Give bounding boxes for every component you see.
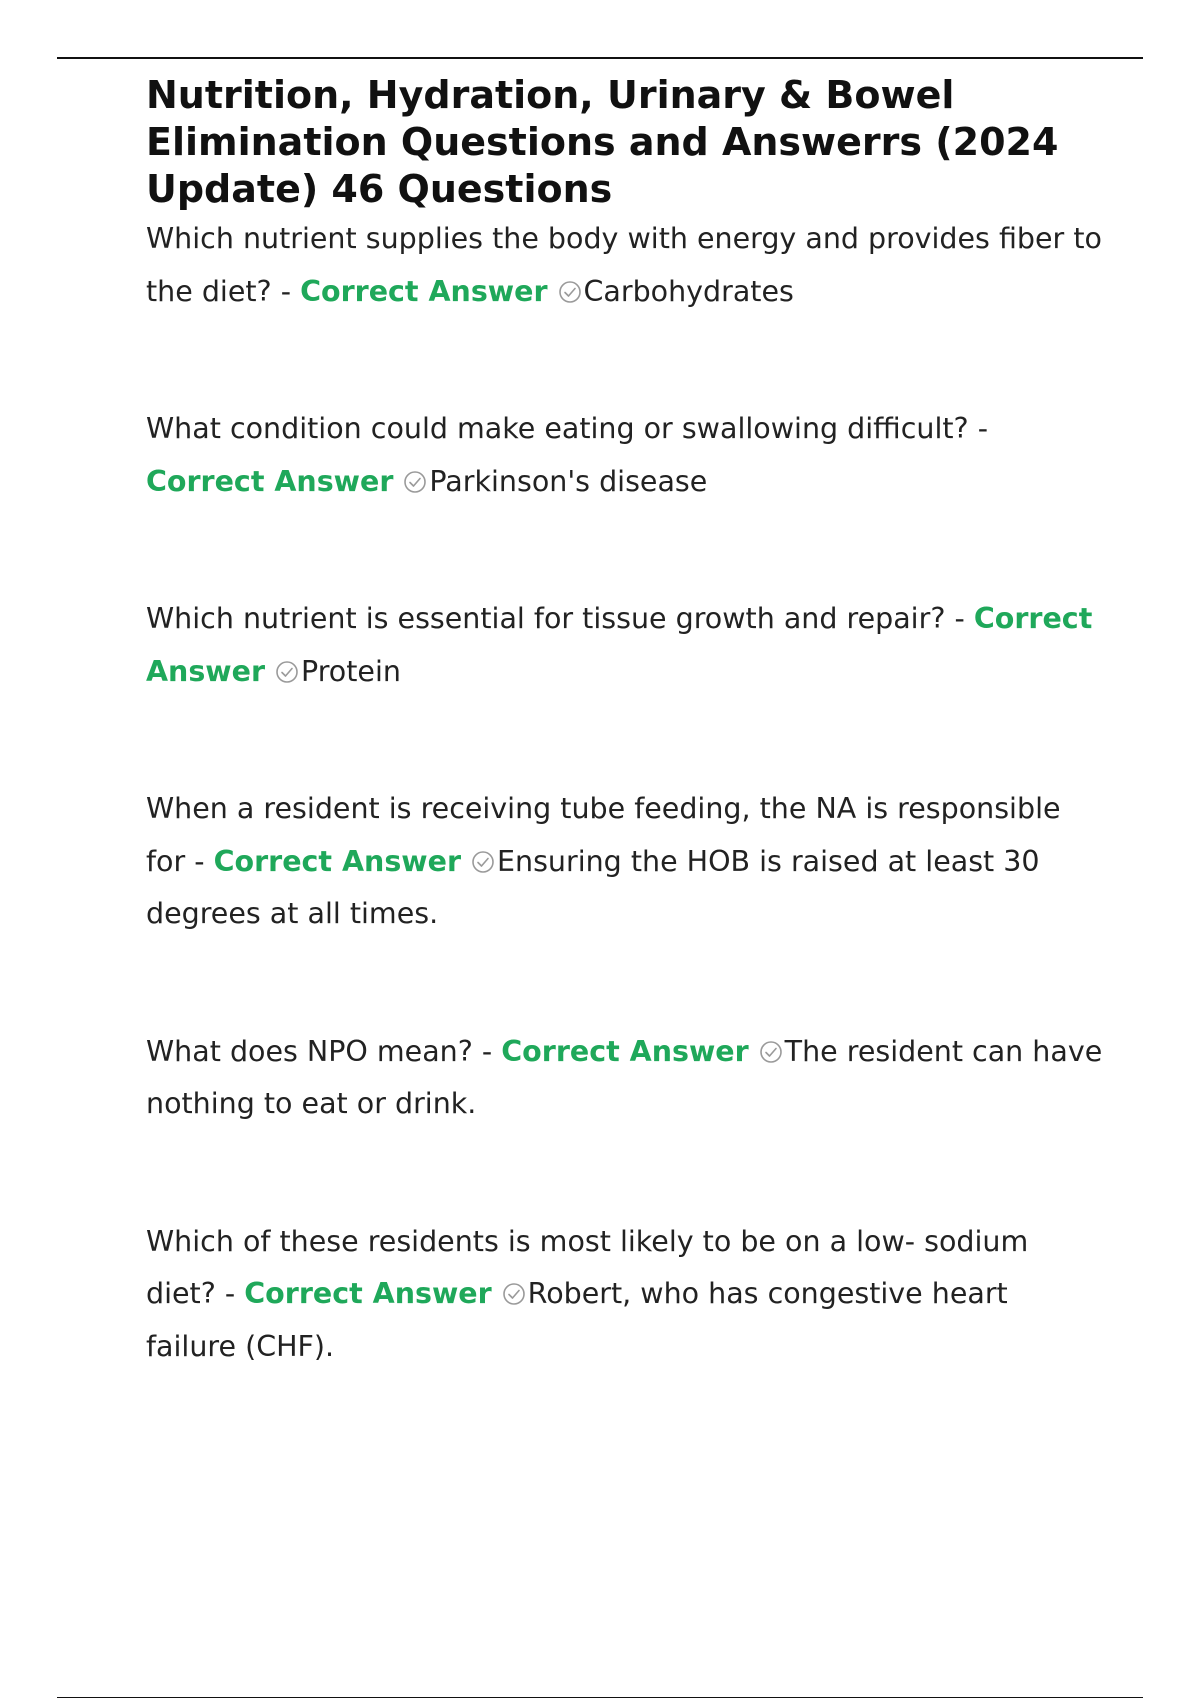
question-text: What condition could make eating or swallowing difficult? — [146, 412, 969, 445]
separator: - — [968, 412, 989, 445]
qa-item — [146, 593, 1106, 698]
top-rule — [57, 57, 1143, 59]
correct-answer-label: Correct Answer — [213, 844, 461, 878]
answer-text: Protein — [301, 654, 401, 688]
bottom-rule — [57, 1697, 1143, 1698]
check-circle-icon — [275, 660, 299, 684]
answer-text: Carbohydrates — [583, 274, 794, 308]
check-circle-icon — [502, 1282, 526, 1306]
qa-list — [146, 213, 1106, 1373]
correct-answer-label: Correct Answer — [244, 1277, 492, 1310]
qa-item — [146, 403, 1106, 508]
check-circle-icon — [759, 1040, 783, 1064]
separator: - — [945, 602, 974, 635]
correct-answer-label: Correct Answer — [146, 602, 1093, 688]
question-text: Which nutrient supplies the body with energy and provides fiber to the diet? — [146, 222, 1102, 308]
answer-text: The resident can have nothing to eat or drink. — [146, 1034, 1103, 1120]
qa-item — [146, 783, 1106, 941]
qa-item — [146, 213, 1106, 318]
qa-item — [146, 1026, 1106, 1131]
check-circle-icon — [471, 850, 495, 874]
qa-item — [146, 1216, 1106, 1374]
check-circle-icon — [403, 470, 427, 494]
question-text: Which nutrient is essential for tissue growth and repair? — [146, 602, 946, 635]
answer-text: Robert, who has congestive heart failure (CHF). — [146, 1277, 1008, 1363]
correct-answer-label: Correct Answer — [300, 274, 548, 308]
separator: - — [215, 1277, 245, 1310]
question-text: Which of these residents is most likely to be on a low- sodium diet? — [146, 1224, 1029, 1310]
question-text: When a resident is receiving tube feeding, the NA is responsible for — [146, 792, 1061, 878]
separator: - — [472, 1034, 502, 1068]
question-text: What does NPO mean? — [146, 1034, 473, 1068]
correct-answer-label: Correct Answer — [146, 464, 394, 498]
document-body — [146, 72, 1106, 1373]
answer-text: Parkinson's disease — [429, 464, 708, 498]
check-circle-icon — [558, 280, 582, 304]
answer-text: Ensuring the HOB is raised at least 30 degrees at all times. — [146, 844, 1040, 930]
separator: - — [271, 274, 301, 308]
correct-answer-label: Correct Answer — [501, 1034, 749, 1068]
document-title: Nutrition, Hydration, Urinary & Bowel Elimination Questions and Answerrs (2024 Update) 46 Questions — [146, 73, 1059, 211]
separator: - — [185, 844, 214, 878]
